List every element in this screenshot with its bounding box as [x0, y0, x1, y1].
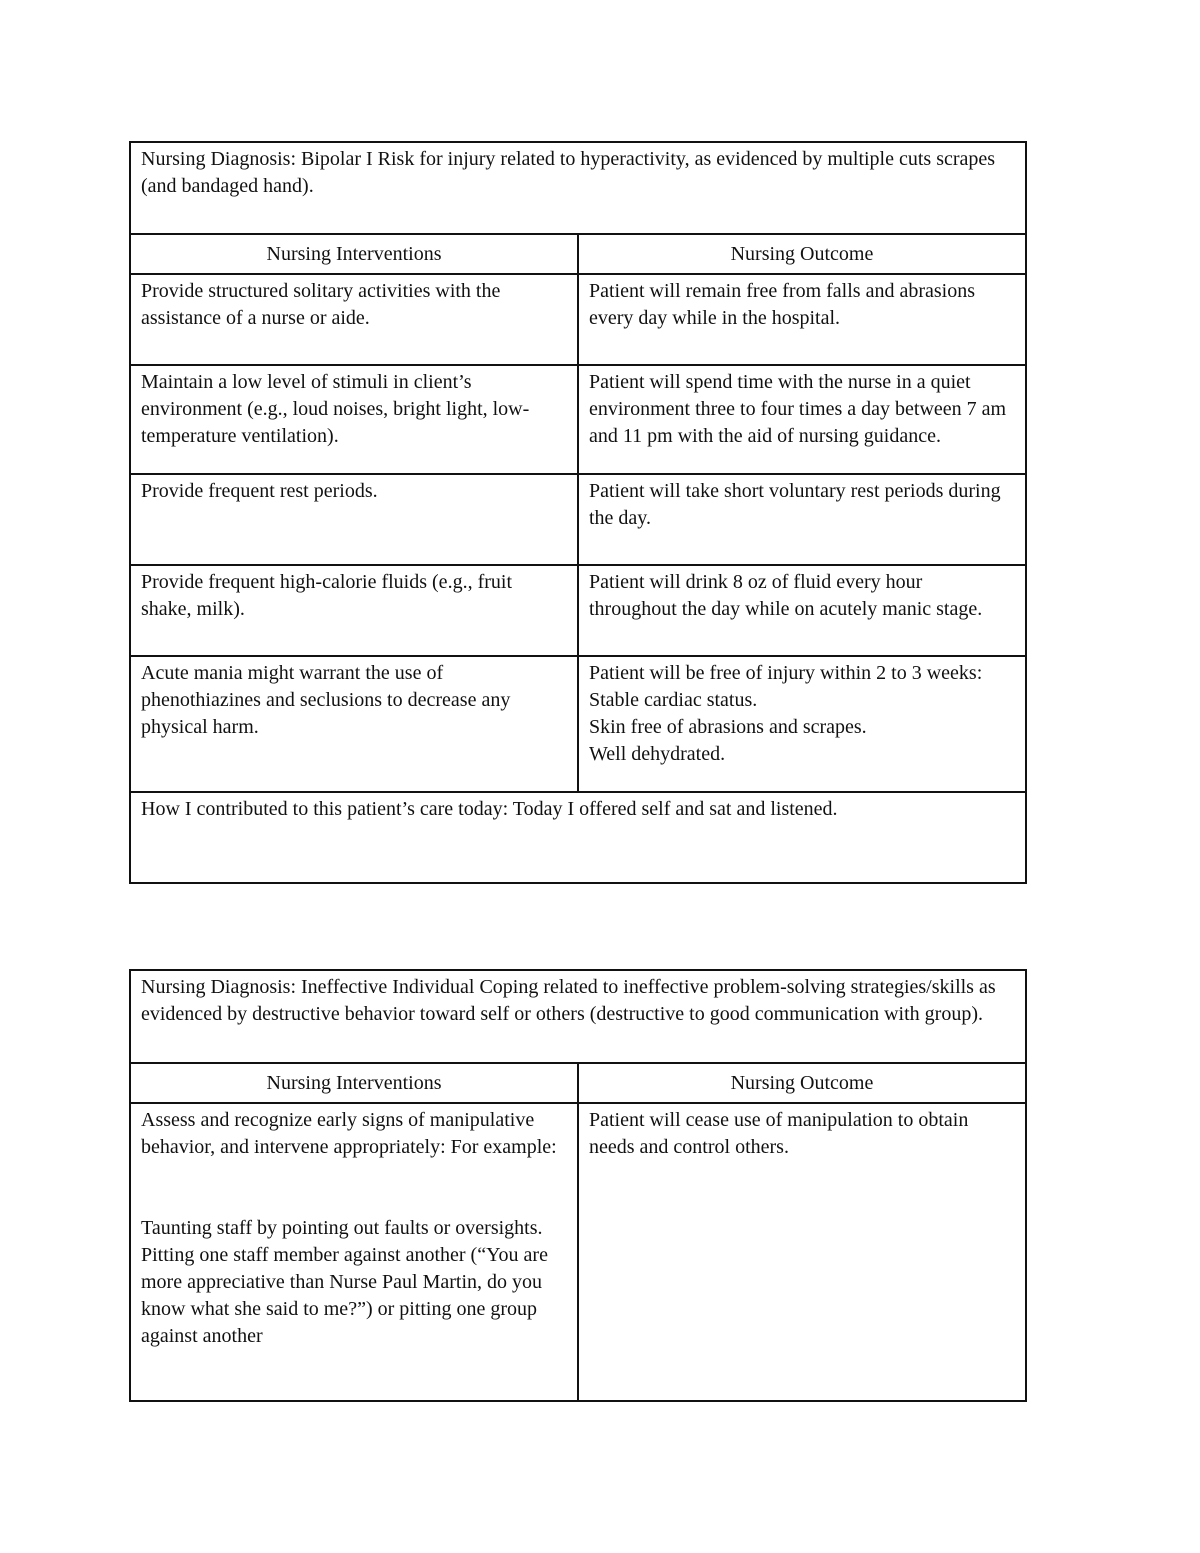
outcome-cell: Patient will take short voluntary rest periods during the day.: [578, 474, 1026, 565]
outcome-cell: Patient will cease use of manipulation to obtain needs and control others.: [578, 1103, 1026, 1401]
diagnosis-text: Nursing Diagnosis: Ineffective Individual Coping related to ineffective problem-solving strategies/skills as evidenced by destructive behavior toward self or others (destructive to good communication with group).: [141, 976, 996, 1025]
outcome-line: Skin free of abrasions and scrapes.: [589, 716, 867, 738]
contribution-cell: How I contributed to this patient’s care today: Today I offered self and sat and listened.: [130, 792, 1026, 883]
table-row: [130, 656, 1026, 792]
intervention-line: Taunting staff by pointing out faults or oversights.: [141, 1217, 543, 1239]
interventions-header: Nursing Interventions: [130, 1063, 578, 1103]
outcome-header: Nursing Outcome: [578, 1063, 1026, 1103]
diagnosis-cell: [130, 970, 1026, 1063]
intervention-cell: Provide frequent rest periods.: [130, 474, 578, 565]
care-plan-table-1: [129, 141, 1027, 884]
outcome-cell: Patient will drink 8 oz of fluid every hour throughout the day while on acutely manic stage.: [578, 565, 1026, 656]
intervention-line: Pitting one staff member against another (“You are more appreciative than Nurse Paul Martin, do you know what she said to me?”) or pitting one group against another: [141, 1244, 548, 1347]
outcome-header: Nursing Outcome: [578, 234, 1026, 274]
table-row: [130, 274, 1026, 365]
intervention-cell: Provide frequent high-calorie fluids (e.g., fruit shake, milk).: [130, 565, 578, 656]
intervention-cell: Maintain a low level of stimuli in client’s environment (e.g., loud noises, bright light, low-temperature ventilation).: [130, 365, 578, 474]
interventions-header: Nursing Interventions: [130, 234, 578, 274]
table-row: [130, 565, 1026, 656]
care-plan-table-2: [129, 969, 1027, 1402]
intervention-cell: Acute mania might warrant the use of phenothiazines and seclusions to decrease any physical harm.: [130, 656, 578, 792]
outcome-cell: Patient will spend time with the nurse in a quiet environment three to four times a day between 7 am and 11 pm with the aid of nursing guidance.: [578, 365, 1026, 474]
intervention-line: Assess and recognize early signs of manipulative behavior, and intervene appropriately: For example:: [141, 1109, 557, 1158]
outcome-line: Patient will be free of injury within 2 to 3 weeks:: [589, 662, 983, 684]
outcome-line: Stable cardiac status.: [589, 689, 758, 711]
outcome-line: Well dehydrated.: [589, 743, 726, 765]
outcome-cell: [578, 656, 1026, 792]
table-row: [130, 474, 1026, 565]
intervention-cell: [130, 1103, 578, 1401]
intervention-cell: Provide structured solitary activities with the assistance of a nurse or aide.: [130, 274, 578, 365]
diagnosis-text: Nursing Diagnosis: Bipolar I Risk for injury related to hyperactivity, as evidenced by multiple cuts scrapes (and bandaged hand).: [141, 148, 996, 197]
outcome-cell: Patient will remain free from falls and abrasions every day while in the hospital.: [578, 274, 1026, 365]
table-row: [130, 365, 1026, 474]
diagnosis-cell: [130, 142, 1026, 234]
spacer: [141, 1161, 567, 1215]
table-row: [130, 1103, 1026, 1401]
